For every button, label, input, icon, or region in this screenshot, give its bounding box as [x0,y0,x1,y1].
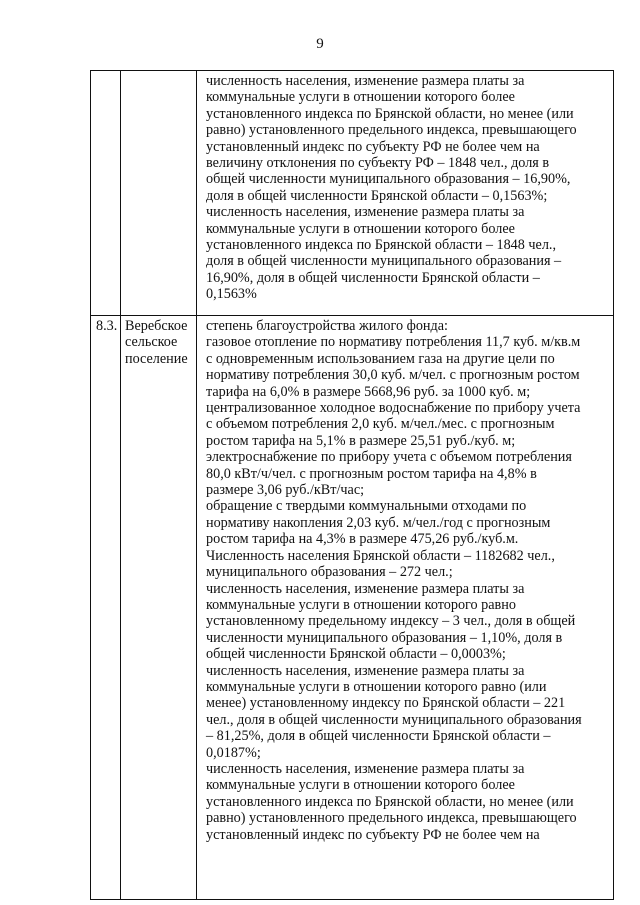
table-row-continuation [91,71,614,316]
text-line: степень благоустройства жилого фонда: [206,318,448,334]
text-line: с объемом потребления 2,0 куб. м/чел./мес. с прогнозным [206,416,555,433]
text-line: величину отклонения по субъекту РФ – 1848 чел., доля в [206,155,550,172]
text-line: 0,0187%; [206,744,261,761]
text-line: Веребское [125,318,188,334]
text-line: газовое отопление по нормативу потребления 11,7 куб. м/кв.м [206,334,581,351]
text-line: коммунальные услуги в отношении которого равно [206,596,516,613]
table-row-verebskoe [91,316,614,900]
text-line: – 81,25%, доля в общей численности Брянской области – [206,728,551,745]
text-line: коммунальные услуги в отношении которого более [206,89,515,106]
text-line: 0,1563% [206,286,257,303]
text-line: тарифа на 6,0% в размере 5668,96 руб. за 1000 куб. м; [206,383,531,400]
text-line: 80,0 кВт/ч/чел. с прогнозным ростом тарифа на 4,8% в [206,465,537,482]
text-line: установленный индекс по субъекту РФ не более чем на [206,826,540,843]
row-text [197,316,614,900]
text-line: коммунальные услуги в отношении которого более [206,777,515,794]
text-line: численность населения, изменение размера платы за [206,760,525,777]
text-line: установленному предельному индексу – 3 чел., доля в общей [206,613,576,630]
document-table [90,70,614,900]
text-line: ростом тарифа на 5,1% в размере 25,51 руб./куб. м; [206,432,516,449]
text-line: сельское [125,334,178,351]
text-line: с одновременным использованием газа на другие цели по [206,350,555,367]
text-line: муниципального образования – 272 чел.; [206,564,453,581]
text-line: численности муниципального образования – 1,10%, доля в [206,629,563,646]
text-line: установленного индекса по Брянской области, но менее (или [206,793,574,810]
text-line: установленный индекс по субъекту РФ не более чем на [206,138,540,155]
text-line: Численность населения Брянской области – 1182682 чел., [206,547,555,564]
row-name [121,71,197,316]
text-line: численность населения, изменение размера платы за [206,204,525,221]
row-number: 8.3. [91,316,121,900]
text-line: централизованное холодное водоснабжение по прибору учета [206,400,581,417]
text-line: установленного индекса по Брянской области, но менее (или [206,105,574,122]
row-text [197,71,614,316]
text-line: обращение с твердыми коммунальными отходами по [206,498,527,515]
text-line: общей численности муниципального образования – 16,90%, [206,171,571,188]
text-line: установленного индекса по Брянской области – 1848 чел., [206,237,557,254]
text-line: общей численности Брянской области – 0,0003%; [206,646,506,663]
text-line: нормативу накопления 2,03 куб. м/чел./год с прогнозным [206,514,551,531]
text-line: численность населения, изменение размера платы за [206,580,525,597]
text-line: коммунальные услуги в отношении которого более [206,220,515,237]
text-line: равно) установленного предельного индекса, превышающего [206,810,577,827]
text-line: размере 3,06 руб./кВт/час; [206,482,365,499]
text-line: нормативу потребления 30,0 куб. м/чел. с прогнозным ростом [206,367,580,384]
text-line: электроснабжение по прибору учета с объемом потребления [206,449,572,466]
page-number: 9 [316,36,324,52]
text-line: поселение [125,350,188,367]
text-line: доля в общей численности Брянской области – 0,1563%; [206,187,548,204]
text-line: доля в общей численности муниципального образования – [206,253,562,270]
text-line: коммунальные услуги в отношении которого равно (или [206,678,547,695]
row-number [91,71,121,316]
text-line: равно) установленного предельного индекса, превышающего [206,122,577,139]
text-line: 16,90%, доля в общей численности Брянской области – [206,269,540,286]
text-line: чел., доля в общей численности муниципального образования [206,711,582,728]
row-name [121,316,197,900]
text-line: численность населения, изменение размера платы за [206,73,525,89]
text-line: численность населения, изменение размера платы за [206,662,525,679]
text-line: менее) установленному индексу по Брянской области – 221 [206,695,566,712]
text-line: ростом тарифа на 4,3% в размере 475,26 руб./куб.м. [206,531,519,548]
